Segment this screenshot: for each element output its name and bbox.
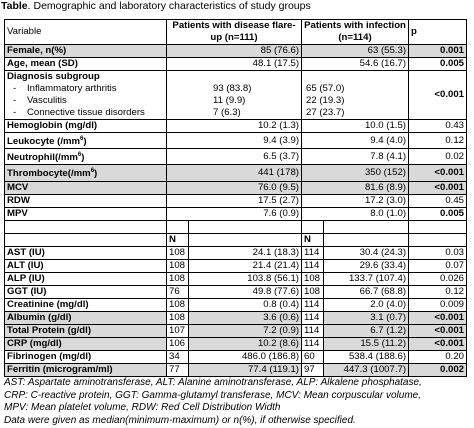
variable-name <box>5 272 167 285</box>
unit-suffix: ) <box>94 168 98 180</box>
unit-superscript: 6 <box>90 168 95 175</box>
flare-value: 9.4 (3.9) <box>167 133 302 149</box>
table-row <box>5 133 467 149</box>
variable-label: Fibrinogen (mg/dl) <box>7 350 92 362</box>
diagnosis-item: Vasculitis <box>27 95 67 106</box>
variable-label: ALP (IU) <box>7 272 45 284</box>
variable-name <box>5 259 167 272</box>
diagnosis-flare-value: 7 (6.3) <box>213 107 241 118</box>
variable-label: Neutrophil(/mm <box>7 152 78 164</box>
flare-value: 7.6 (0.9) <box>167 207 302 220</box>
flare-value: 48.1 (17.5) <box>167 58 302 71</box>
n-flare: 108 <box>167 298 189 311</box>
caption-label: Table <box>1 0 28 12</box>
flare-value: 6.5 (3.7) <box>167 149 302 165</box>
infection-value: 7.8 (4.1) <box>302 149 409 165</box>
header-infection-line1: Patients with infection <box>304 20 406 31</box>
p-value: 0.07 <box>409 259 467 272</box>
variable-label: AST (IU) <box>7 246 45 258</box>
table-row <box>5 181 467 194</box>
spacer-cell <box>324 220 409 233</box>
diagnosis-item: Inflammatory arthritis <box>27 83 117 94</box>
diagnosis-item: Connective tissue disorders <box>27 107 145 118</box>
n-header-row <box>5 233 467 246</box>
table-footnote <box>4 377 422 427</box>
variable-name <box>5 181 167 194</box>
unit-superscript: 6 <box>80 136 84 142</box>
p-value: <0.001 <box>409 337 467 350</box>
flare-value: 10.2 (1.3) <box>167 120 302 133</box>
table-row <box>5 298 467 311</box>
footnote-line: Data were given as median(minimum-maximum) or n(%), if otherwise specified. <box>4 414 356 426</box>
variable-name <box>5 246 167 259</box>
footnote-line: AST: Aspartate aminotransferase, ALT: Alanine aminotransferase, ALP: Alkalene phosphatase, <box>4 377 422 388</box>
p-value: 0.002 <box>409 363 467 376</box>
flare-value: 24.1 (18.3) <box>189 246 302 259</box>
p-value: 0.45 <box>409 194 467 207</box>
infection-value: 54.6 (16.7) <box>302 58 409 71</box>
header-p: p <box>409 20 467 45</box>
footnote-line: CRP: C-reactive protein, GGT: Gamma-glutamyl transferase, MCV: Mean corpuscular volume, <box>4 389 421 401</box>
variable-label: Creatinine (mg/dl) <box>7 298 89 310</box>
variable-label: Thrombocyte(/mm <box>7 168 91 180</box>
variable-name <box>5 324 167 337</box>
table-row <box>5 363 467 376</box>
p-value: <0.001 <box>409 71 467 120</box>
n-infection: 108 <box>302 285 324 298</box>
variable-name <box>5 133 167 149</box>
table-row <box>5 45 467 58</box>
p-value: <0.001 <box>409 311 467 324</box>
variable-label: MCV <box>7 181 29 193</box>
table-row <box>5 120 467 133</box>
table-row <box>5 311 467 324</box>
variable-label: Age, mean (SD) <box>7 58 78 69</box>
infection-value: 10.0 (1.5) <box>302 120 409 133</box>
n-flare: 108 <box>167 259 189 272</box>
variable-name <box>5 149 167 165</box>
p-value: 0.03 <box>409 246 467 259</box>
infection-value: 2.0 (4.0) <box>324 298 409 311</box>
variable-name <box>5 311 167 324</box>
infection-value: 30.4 (24.3) <box>324 246 409 259</box>
p-value: 0.02 <box>409 149 467 165</box>
n-infection: 114 <box>302 324 324 337</box>
variable-label: Hemoglobin (mg/dl) <box>7 120 98 131</box>
variable-label: Leukocyte (/mm <box>7 136 81 148</box>
n-flare: 108 <box>167 246 189 259</box>
infection-value: 9.4 (4.0) <box>302 133 409 149</box>
n-flare: 106 <box>167 337 189 350</box>
table-row <box>5 194 467 207</box>
flare-value: 85 (76.6) <box>167 45 302 58</box>
flare-value: 3.6 (0.6) <box>189 311 302 324</box>
table-row <box>5 337 467 350</box>
diagnosis-infection-value: 27 (23.7) <box>306 107 345 118</box>
variable-label: ALT (IU) <box>7 259 44 271</box>
n-infection: 60 <box>302 350 324 363</box>
table-row <box>5 324 467 337</box>
n-infection: 114 <box>302 259 324 272</box>
diagnosis-row <box>5 71 467 120</box>
flare-value: 10.2 (8.6) <box>189 337 302 350</box>
p-value: 0.12 <box>409 285 467 298</box>
n-flare: 108 <box>167 272 189 285</box>
variable-label: Albumin (g/dl) <box>7 311 72 323</box>
variable-name <box>5 285 167 298</box>
table-row <box>5 58 467 71</box>
flare-value: 76.0 (9.5) <box>167 181 302 194</box>
spacer-cell <box>302 220 324 233</box>
footnote-line: MPV: Mean platelet volume, RDW: Red Cell Distribution Width <box>4 402 281 413</box>
table-row <box>5 165 467 181</box>
variable-label: Female, n(%) <box>7 45 67 56</box>
infection-value: 350 (152) <box>302 165 409 181</box>
infection-value <box>302 71 409 120</box>
n-header-infection: N <box>302 233 324 246</box>
p-value: <0.001 <box>409 181 467 194</box>
table-row <box>5 246 467 259</box>
header-flare-line1: Patients with disease flare- <box>172 20 296 31</box>
n-flare: 77 <box>167 363 189 376</box>
section-spacer <box>5 220 467 233</box>
characteristics-table <box>4 19 467 377</box>
infection-value: 8.0 (1.0) <box>302 207 409 220</box>
header-infection <box>302 20 409 45</box>
p-value: 0.026 <box>409 272 467 285</box>
n-flare: 108 <box>167 311 189 324</box>
p-value: 0.001 <box>409 45 467 58</box>
p-value: <0.001 <box>409 165 467 181</box>
n-infection: 114 <box>302 337 324 350</box>
diagnosis-flare-value: 93 (83.8) <box>213 83 252 94</box>
table-row <box>5 285 467 298</box>
variable-name <box>5 363 167 376</box>
flare-value: 77.4 (119.1) <box>189 363 302 376</box>
spacer-cell <box>167 220 189 233</box>
n-infection: 114 <box>302 298 324 311</box>
header-flare <box>167 20 302 45</box>
variable-name <box>5 58 167 71</box>
spacer-cell <box>189 220 302 233</box>
variable-label: Ferritin (microgram/ml) <box>7 363 113 375</box>
infection-value: 29.6 (33.4) <box>324 259 409 272</box>
diagnosis-title: Diagnosis subgroup <box>7 71 100 82</box>
n-infection: 114 <box>302 246 324 259</box>
flare-value: 0.8 (0.4) <box>189 298 302 311</box>
unit-suffix: ) <box>81 152 85 164</box>
flare-value: 17.5 (2.7) <box>167 194 302 207</box>
variable-name <box>5 194 167 207</box>
infection-value: 538.4 (188.6) <box>324 350 409 363</box>
table-caption <box>1 0 311 13</box>
infection-value: 63 (55.3) <box>302 45 409 58</box>
n-infection: 108 <box>302 272 324 285</box>
diagnosis-infection-value: 65 (57.0) <box>306 83 345 94</box>
table-row <box>5 259 467 272</box>
p-value: <0.001 <box>409 324 467 337</box>
p-value: 0.43 <box>409 120 467 133</box>
infection-value: 81.6 (8.9) <box>302 181 409 194</box>
p-value: 0.005 <box>409 58 467 71</box>
header-variable: Variable <box>5 20 167 45</box>
header-row <box>5 20 467 45</box>
flare-value: 7.2 (0.9) <box>189 324 302 337</box>
flare-value <box>167 71 302 120</box>
flare-value: 103.8 (56.1) <box>189 272 302 285</box>
empty-cell <box>409 233 467 246</box>
flare-value: 486.0 (186.8) <box>189 350 302 363</box>
n-flare: 76 <box>167 285 189 298</box>
unit-suffix: ) <box>83 136 87 148</box>
infection-value: 6.7 (1.2) <box>324 324 409 337</box>
spacer-cell <box>409 220 467 233</box>
p-value: 0.005 <box>409 207 467 220</box>
empty-cell <box>324 233 409 246</box>
variable-name <box>5 337 167 350</box>
diagnosis-flare-value: 11 (9.9) <box>213 95 246 106</box>
p-value: 0.20 <box>409 350 467 363</box>
flare-value: 49.8 (77.6) <box>189 285 302 298</box>
empty-cell <box>5 233 167 246</box>
variable-name <box>5 298 167 311</box>
unit-superscript: 6 <box>77 152 82 159</box>
n-flare: 34 <box>167 350 189 363</box>
infection-value: 133.7 (107.4) <box>324 272 409 285</box>
infection-value: 15.5 (11.2) <box>324 337 409 350</box>
p-value: 0.12 <box>409 133 467 149</box>
variable-label: CRP (mg/dl) <box>7 337 62 349</box>
flare-value: 21.4 (21.4) <box>189 259 302 272</box>
infection-value: 447.3 (1007.7) <box>324 363 409 376</box>
variable-label: RDW <box>7 194 30 206</box>
table-row <box>5 207 467 220</box>
variable-name <box>5 207 167 220</box>
infection-value: 17.2 (3.0) <box>302 194 409 207</box>
header-infection-line2: (n=114) <box>338 32 372 43</box>
variable-name <box>5 350 167 363</box>
p-value: 0.009 <box>409 298 467 311</box>
n-infection: 97 <box>302 363 324 376</box>
spacer-cell <box>5 220 167 233</box>
variable-name <box>5 45 167 58</box>
diagnosis-infection-value: 22 (19.3) <box>306 95 345 106</box>
infection-value: 66.7 (68.8) <box>324 285 409 298</box>
diagnosis-subgroup: Diagnosis subgroup - Inflammatory arthritis - Vasculitis - Connective tissue disorders <box>5 71 167 120</box>
empty-cell <box>189 233 302 246</box>
flare-value: 441 (178) <box>167 165 302 181</box>
n-header-flare: N <box>167 233 189 246</box>
variable-label: Total Protein (g/dl) <box>7 324 92 336</box>
caption-text: . Demographic and laboratory characteristics of study groups <box>27 0 311 12</box>
infection-value: 3.1 (0.7) <box>324 311 409 324</box>
table-row <box>5 149 467 165</box>
variable-label: MPV <box>7 207 28 219</box>
variable-name <box>5 165 167 181</box>
variable-label: GGT (IU) <box>7 285 47 297</box>
header-flare-line2: up (n=111) <box>210 32 258 43</box>
table-row <box>5 272 467 285</box>
variable-name <box>5 120 167 133</box>
table-row <box>5 350 467 363</box>
n-infection: 114 <box>302 311 324 324</box>
n-flare: 107 <box>167 324 189 337</box>
